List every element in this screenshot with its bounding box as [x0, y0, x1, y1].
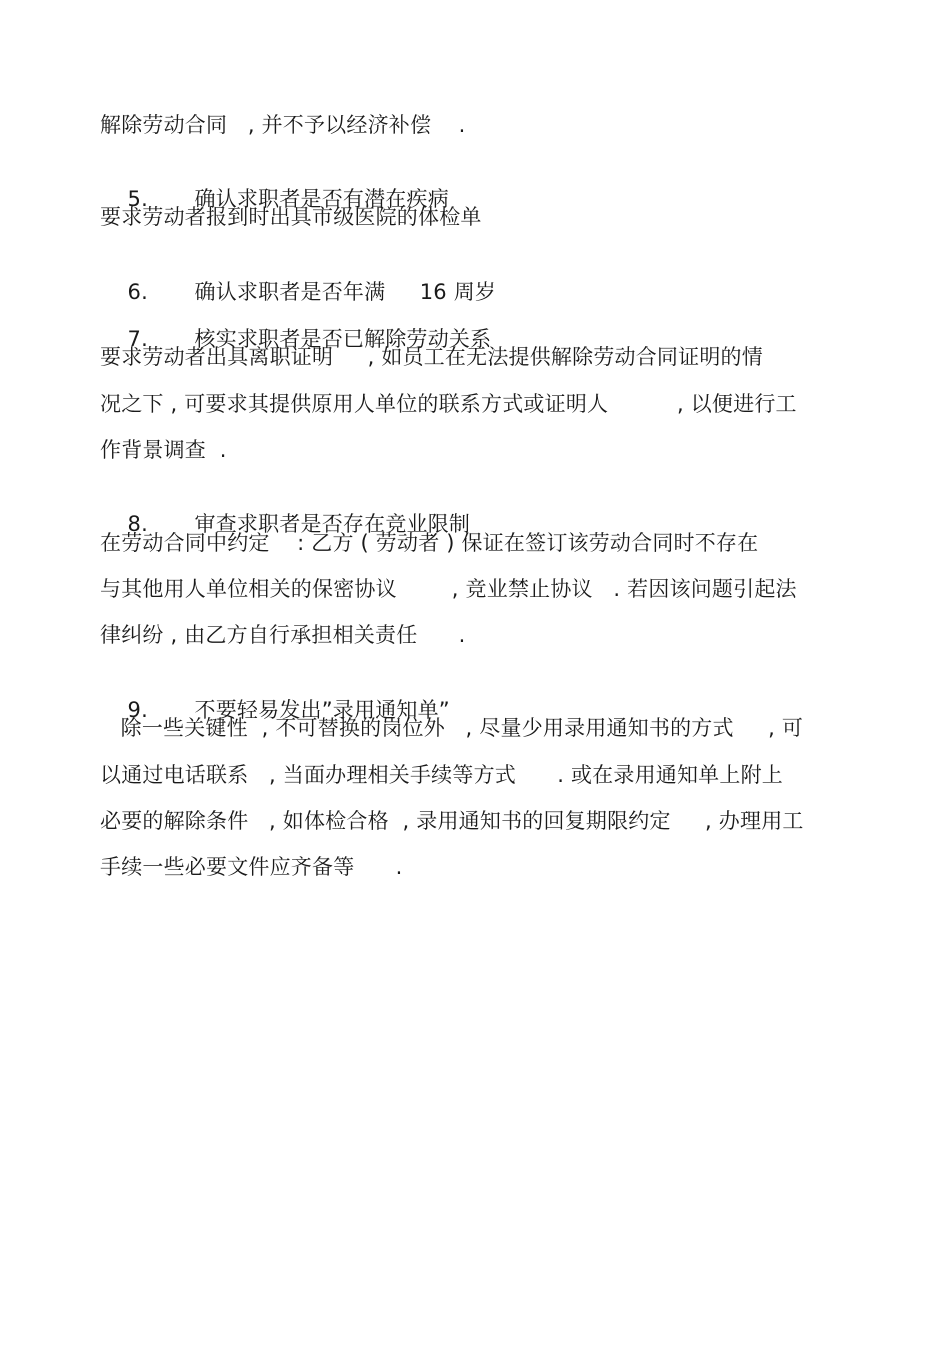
text-line: 与其他用人单位相关的保密协议 , 竞业禁止协议 . 若因该问题引起法 [100, 577, 797, 601]
text-line: 以通过电话联系 , 当面办理相关手续等方式 . 或在录用通知单上附上 [100, 763, 783, 787]
text-line: 要求劳动者报到时出具市级医院的体检单 [100, 205, 482, 229]
section-title: 不要轻易发出”录用通知单” [194, 698, 450, 722]
section-number: 8. [127, 512, 148, 536]
section-title: 确认求职者是否有潜在疾病 [194, 187, 449, 211]
text-line: 手续一些必要文件应齐备等 . [100, 855, 403, 879]
text-line: 作背景调查 . [100, 438, 227, 462]
text-line: 除一些关键性 , 不可替换的岗位外 , 尽量少用录用通知书的方式 , 可 [100, 716, 804, 740]
section-title: 确认求职者是否年满 16 周岁 [194, 280, 497, 304]
text-line: 必要的解除条件 , 如体检合格 , 录用通知书的回复期限约定 , 办理用工 [100, 809, 804, 833]
text-line: 解除劳动合同 , 并不予以经济补偿 . [100, 113, 466, 137]
section-title: 审查求职者是否存在竞业限制 [194, 512, 471, 536]
section-title: 核实求职者是否已解除劳动关系 [194, 327, 492, 351]
section-number: 6. [127, 280, 148, 304]
text-line: 况之下 , 可要求其提供原用人单位的联系方式或证明人 , 以便进行工 [100, 392, 797, 416]
text-line: 律纠纷 , 由乙方自行承担相关责任 . [100, 623, 466, 647]
text-line: 要求劳动者出具离职证明 , 如员工在无法提供解除劳动合同证明的情 [100, 345, 763, 369]
text-line: 在劳动合同中约定 : 乙方 ( 劳动者 ) 保证在签订该劳动合同时不存在 [100, 531, 759, 555]
section-number: 9. [127, 698, 148, 722]
section-number: 5. [127, 187, 148, 211]
section-number: 7. [127, 327, 148, 351]
